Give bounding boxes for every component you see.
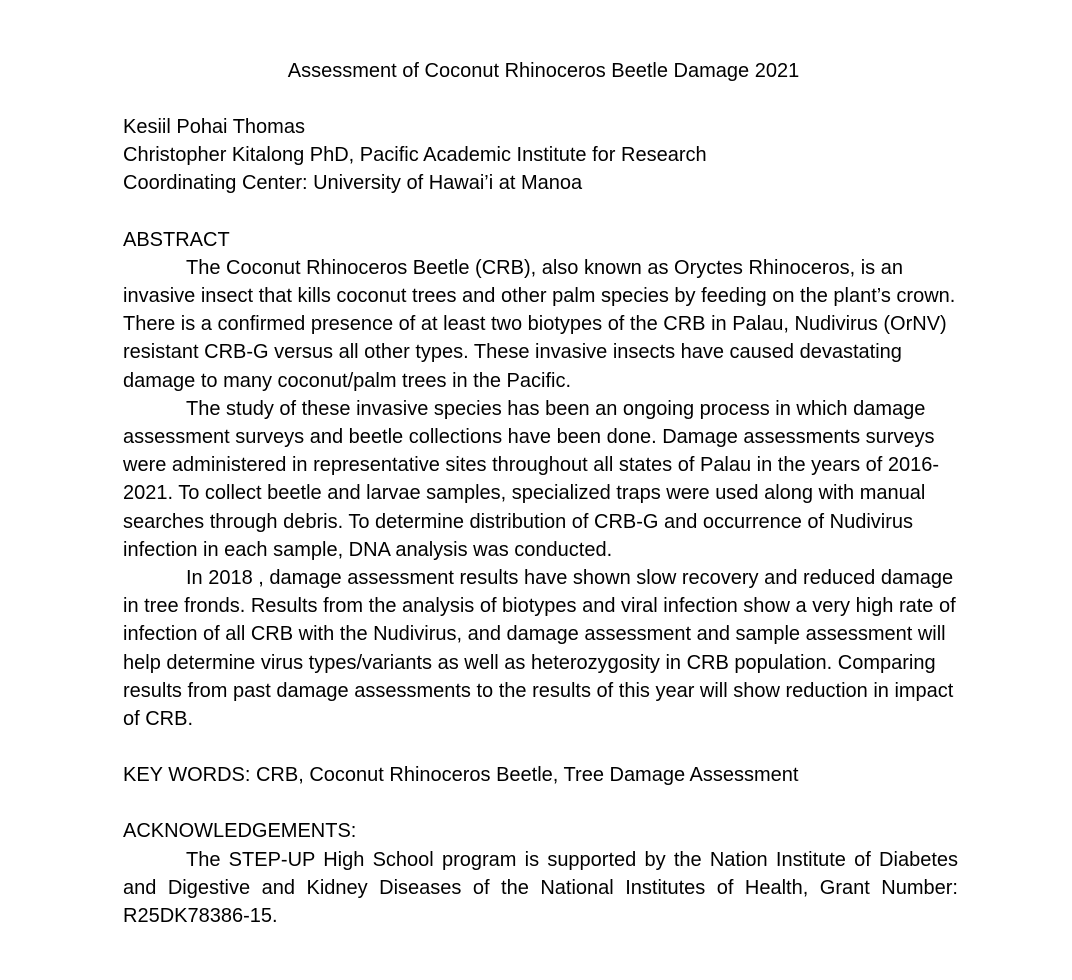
author-block: [123, 113, 958, 198]
keywords-line: KEY WORDS: CRB, Coconut Rhinoceros Beetle, Tree Damage Assessment: [123, 764, 799, 787]
abstract-paragraph-3: In 2018 , damage assessment results have shown slow recovery and reduced damage in tree fronds. Results from the analysis of biotypes and viral infection show a very high rate of infection of all CRB with the Nudivirus, and damage assessment and sample assessment will help determine virus types/variants as well as heterozygosity in CRB population. Comparing results from past damage assessments to the results of this year will show reduction in impact of CRB.: [123, 567, 956, 731]
abstract-paragraph-1: The Coconut Rhinoceros Beetle (CRB), also known as Oryctes Rhinoceros, is an invasive insect that kills coconut trees and other palm species by feeding on the plant’s crown. There is a confirmed presence of at least two biotypes of the CRB in Palau, Nudivirus (OrNV) resistant CRB-G versus all other types. These invasive insects have caused devastating damage to many coconut/palm trees in the Pacific.: [123, 256, 956, 392]
abstract-paragraph-2: The study of these invasive species has been an ongoing process in which damage assessment surveys and beetle collections have been done. Damage assessments surveys were administered in representative sites throughout all states of Palau in the years of 2016-2021. To collect beetle and larvae samples, specialized traps were used along with manual searches through debris. To determine distribution of CRB-G and occurrence of Nudivirus infection in each sample, DNA analysis was conducted.: [123, 397, 940, 561]
mentor-affiliation: Christopher Kitalong PhD, Pacific Academic Institute for Research: [123, 144, 707, 167]
document-title: Assessment of Coconut Rhinoceros Beetle Damage 2021: [287, 60, 800, 82]
abstract-heading: ABSTRACT: [123, 228, 230, 251]
coordinating-center: Coordinating Center: University of Hawai’i at Manoa: [123, 172, 583, 195]
acknowledgements-text: The STEP-UP High School program is supported by the Nation Institute of Diabetes and Digestive and Kidney Diseases of the National Institutes of Health, Grant Number: R25DK78386-15.: [123, 848, 958, 928]
author-name: Kesiil Pohai Thomas: [123, 116, 305, 138]
acknowledgements-heading: ACKNOWLEDGEMENTS:: [123, 820, 357, 843]
document-page: [123, 57, 958, 930]
